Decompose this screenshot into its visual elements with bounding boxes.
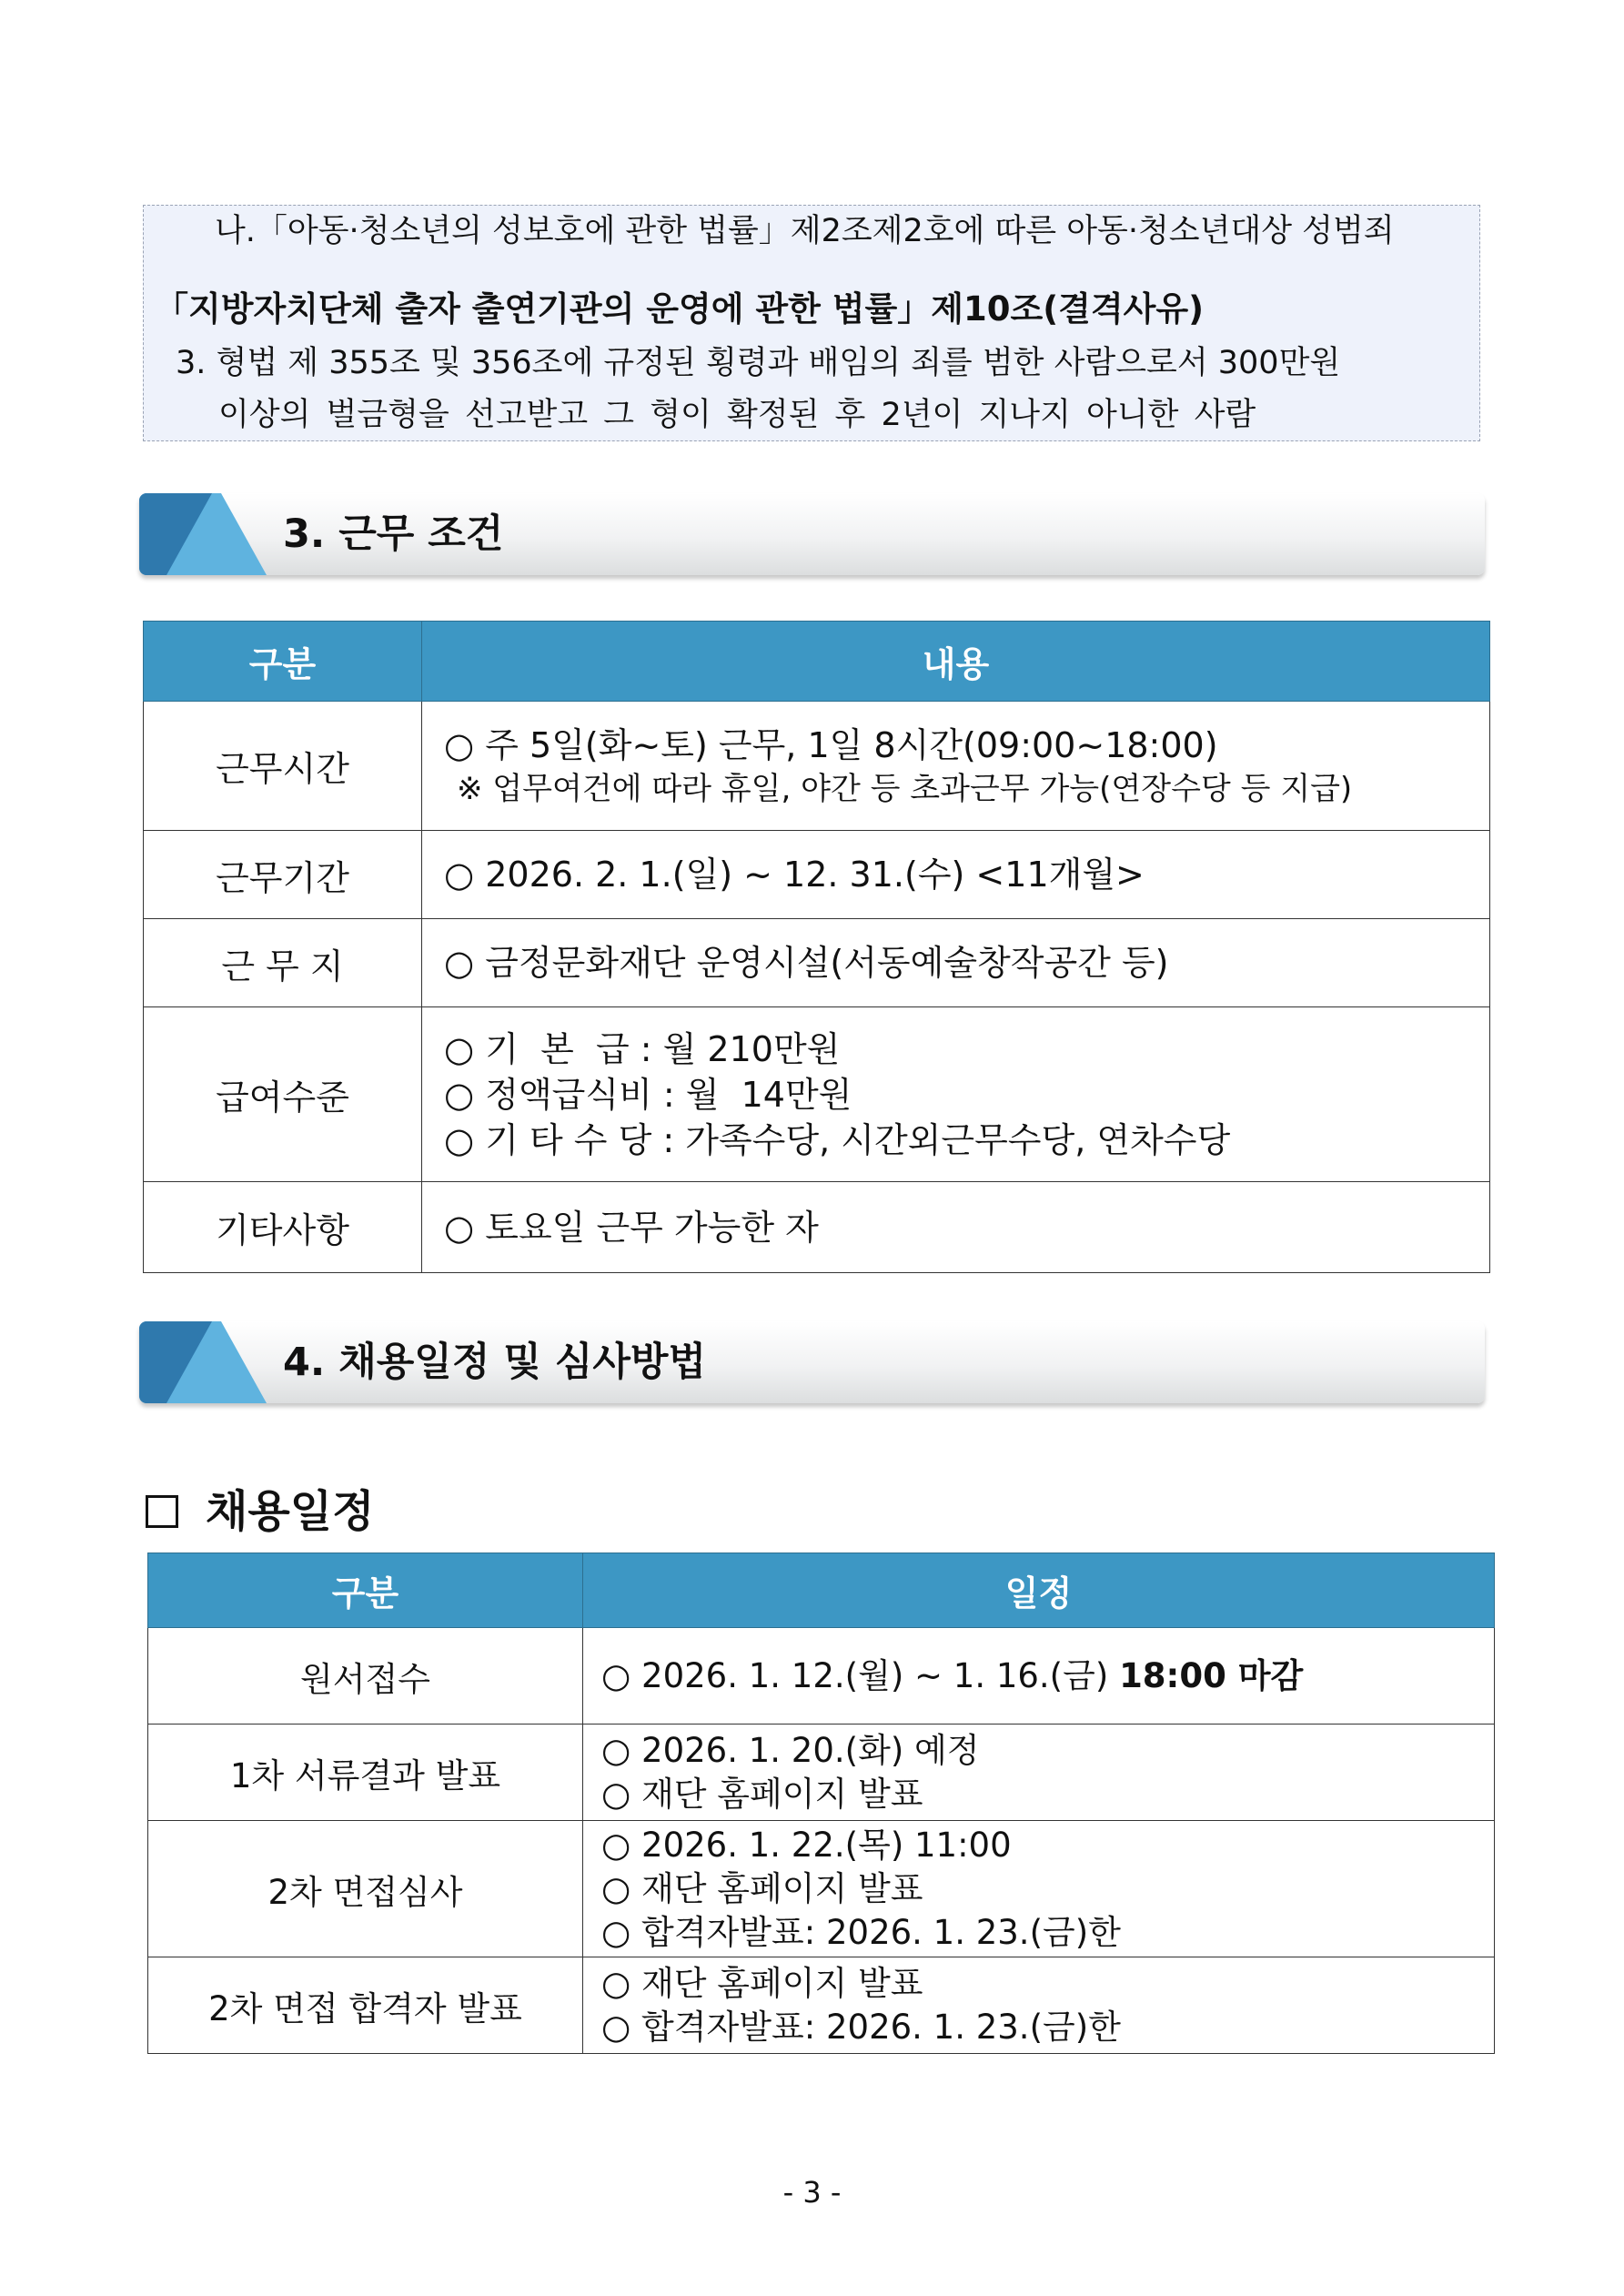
table-header-row [144, 622, 1490, 702]
section-marker-icon [139, 1321, 276, 1403]
law-clause-line: 3. 형법 제 355조 및 356조에 규정된 횡령과 배임의 죄를 범한 사람으로서 300만원 [176, 345, 1341, 381]
content-line: ○ 합격자발표: 2026. 1. 23.(금)한 [601, 1912, 1121, 1952]
row-content [583, 1957, 1495, 2054]
column-header: 일정 [583, 1553, 1495, 1628]
law-clause-line: 나.「아동·청소년의 성보호에 관한 법률」제2조제2호에 따른 아동·청소년대상 성범죄 [215, 213, 1395, 249]
section-title: 3. 근무 조건 [283, 511, 504, 557]
content-line: ○ 주 5일(화~토) 근무, 1일 8시간(09:00~18:00) [444, 724, 1218, 765]
section-title: 4. 채용일정 및 심사방법 [283, 1340, 707, 1385]
table-row [148, 1821, 1495, 1957]
table-row [148, 1957, 1495, 2054]
work-conditions-table [143, 621, 1490, 1273]
page-number: - 3 - [782, 2175, 842, 2210]
law-title: 「지방자치단체 출자 출연기관의 운영에 관한 법률」제10조(결격사유) [155, 289, 1205, 329]
table-row [148, 1725, 1495, 1821]
table-row [144, 919, 1490, 1007]
row-content [422, 1007, 1490, 1182]
row-label: 근무기간 [144, 831, 422, 919]
row-label: 2차 면접심사 [148, 1821, 583, 1957]
content-line: ○ 금정문화재단 운영시설(서동예술창작공간 등) [444, 943, 1169, 983]
square-bullet-icon [146, 1495, 178, 1528]
deadline-text: 18:00 마감 [1119, 1655, 1304, 1695]
content-line: ○ 2026. 1. 22.(목) 11:00 [601, 1825, 1012, 1865]
law-clause-line: 이상의 벌금형을 선고받고 그 형이 확정된 후 2년이 지나지 아니한 사람 [218, 397, 1256, 433]
table-row [144, 1182, 1490, 1273]
row-label: 근 무 지 [144, 919, 422, 1007]
schedule-heading [146, 1476, 374, 1539]
row-content [422, 702, 1490, 831]
section-header [139, 1321, 1485, 1403]
content-line: ○ 재단 홈페이지 발표 [601, 1963, 923, 2003]
table-row [144, 1007, 1490, 1182]
row-label: 1차 서류결과 발표 [148, 1725, 583, 1821]
content-line [601, 1654, 1494, 1699]
content-line: ○ 정액급식비 : 월 14만원 [444, 1074, 852, 1115]
column-header: 구분 [144, 622, 422, 702]
row-label: 근무시간 [144, 702, 422, 831]
content-line: ○ 2026. 2. 1.(일) ~ 12. 31.(수) <11개월> [444, 855, 1145, 895]
section-header [139, 493, 1485, 575]
row-label: 2차 면접 합격자 발표 [148, 1957, 583, 2054]
schedule-date: ○ 2026. 1. 12.(월) ~ 1. 16.(금) [601, 1655, 1120, 1695]
legal-excerpt-box [143, 205, 1480, 441]
schedule-heading-text: 채용일정 [206, 1486, 375, 1537]
section-marker-icon [139, 493, 276, 575]
row-label: 급여수준 [144, 1007, 422, 1182]
row-content [422, 1182, 1490, 1273]
column-header: 구분 [148, 1553, 583, 1628]
table-row [148, 1628, 1495, 1725]
content-line: ○ 토요일 근무 가능한 자 [444, 1207, 819, 1248]
content-line: ○ 기 본 급 : 월 210만원 [444, 1028, 841, 1069]
row-content [583, 1725, 1495, 1821]
schedule-table [147, 1553, 1495, 2054]
table-row [144, 831, 1490, 919]
table-header-row [148, 1553, 1495, 1628]
content-note: ※ 업무여건에 따라 휴일, 야간 등 초과근무 가능(연장수당 등 지급) [457, 770, 1353, 807]
table-row [144, 702, 1490, 831]
row-content [422, 919, 1490, 1007]
row-content [583, 1628, 1495, 1725]
content-line: ○ 재단 홈페이지 발표 [601, 1774, 923, 1814]
row-content [422, 831, 1490, 919]
row-label: 기타사항 [144, 1182, 422, 1273]
content-line: ○ 2026. 1. 20.(화) 예정 [601, 1730, 980, 1770]
row-label: 원서접수 [148, 1628, 583, 1725]
content-line: ○ 합격자발표: 2026. 1. 23.(금)한 [601, 2007, 1121, 2047]
content-line: ○ 재단 홈페이지 발표 [601, 1868, 923, 1908]
content-line: ○ 기 타 수 당 : 가족수당, 시간외근무수당, 연차수당 [444, 1119, 1231, 1160]
column-header: 내용 [422, 622, 1490, 702]
row-content [583, 1821, 1495, 1957]
